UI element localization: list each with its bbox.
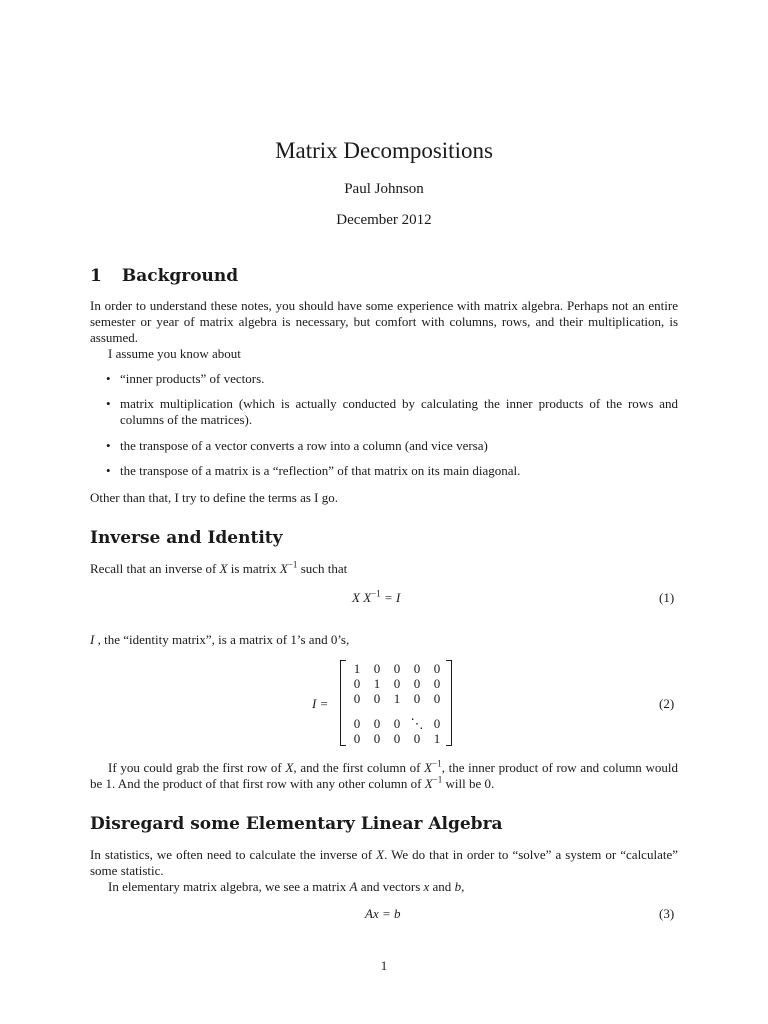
right-bracket — [446, 660, 452, 746]
list-item: • “inner products” of vectors. — [106, 371, 265, 386]
matrix-row: 0 0 1 0 0 — [353, 691, 441, 706]
page-number: 1 — [380, 958, 388, 973]
elementary-paragraph: In elementary matrix algebra, we see a matrix A and vectors x and b, — [108, 879, 465, 894]
section-number: 1 — [90, 266, 102, 286]
list-item: • the transpose of a matrix is a “reflection” of that matrix on its main diagonal. — [106, 463, 521, 478]
matrix-row: 0 0 0 0 1 — [353, 731, 441, 746]
list-item: • the transpose of a vector converts a row into a column (and vice versa) — [106, 438, 488, 453]
equation-1: X $X^{-1} = I$ — [352, 588, 401, 605]
other-paragraph: Other than that, I try to define the terms as I go. — [90, 490, 339, 505]
bullet-list — [90, 371, 678, 488]
equation-number-1: (1) — [659, 590, 675, 605]
equation-number-3: (3) — [659, 906, 675, 921]
identity-paragraph: I , the “identity matrix”, is a matrix of 1’s and 0’s, — [90, 632, 350, 647]
matrix-row: 1 0 0 0 0 — [353, 661, 441, 676]
left-bracket — [340, 660, 346, 746]
equation-number-2: (2) — [659, 696, 675, 711]
recall-paragraph: Recall that an inverse of X is matrix $X^{-1}$ such that — [90, 559, 348, 576]
stats-paragraph: In statistics, we often need to calculate the inverse of X. We do that in order to “solve” a system or “calculate” some statistic. — [90, 847, 678, 878]
identity-matrix — [340, 660, 452, 746]
date: December 2012 — [336, 212, 432, 228]
author: Paul Johnson — [344, 181, 424, 197]
equation-3: Ax = b — [365, 906, 401, 921]
section-title: Background — [121, 266, 239, 286]
matrix-row: 0 0 0 ⋱ 0 — [353, 716, 441, 731]
document-title: Matrix Decompositions — [275, 138, 493, 163]
list-item: • matrix multiplication (which is actually conducted by calculating the inner products of the rows and columns of the matrices). — [106, 396, 678, 427]
intro-paragraph: In order to understand these notes, you should have some experience with matrix algebra. Perhaps not an entire semester or year of matrix algebra is necessary, but comfort with columns, rows, and their multiplication, is assumed. — [90, 298, 678, 345]
equation-2-lhs: I = — [312, 696, 329, 711]
assume-line: I assume you know about — [108, 346, 241, 361]
section-heading-inverse: Inverse and Identity — [90, 528, 283, 548]
section-heading-disregard: Disregard some Elementary Linear Algebra — [90, 814, 503, 834]
matrix-row: 0 1 0 0 0 — [353, 676, 441, 691]
grab-paragraph: If you could grab the first row of X, and the first column of $X^{-1}$, the inner product of row and column would be 1. And the product of that first row with any other column of $X^{-1}$ will be 0. — [90, 758, 678, 791]
section-heading-background — [90, 266, 238, 286]
